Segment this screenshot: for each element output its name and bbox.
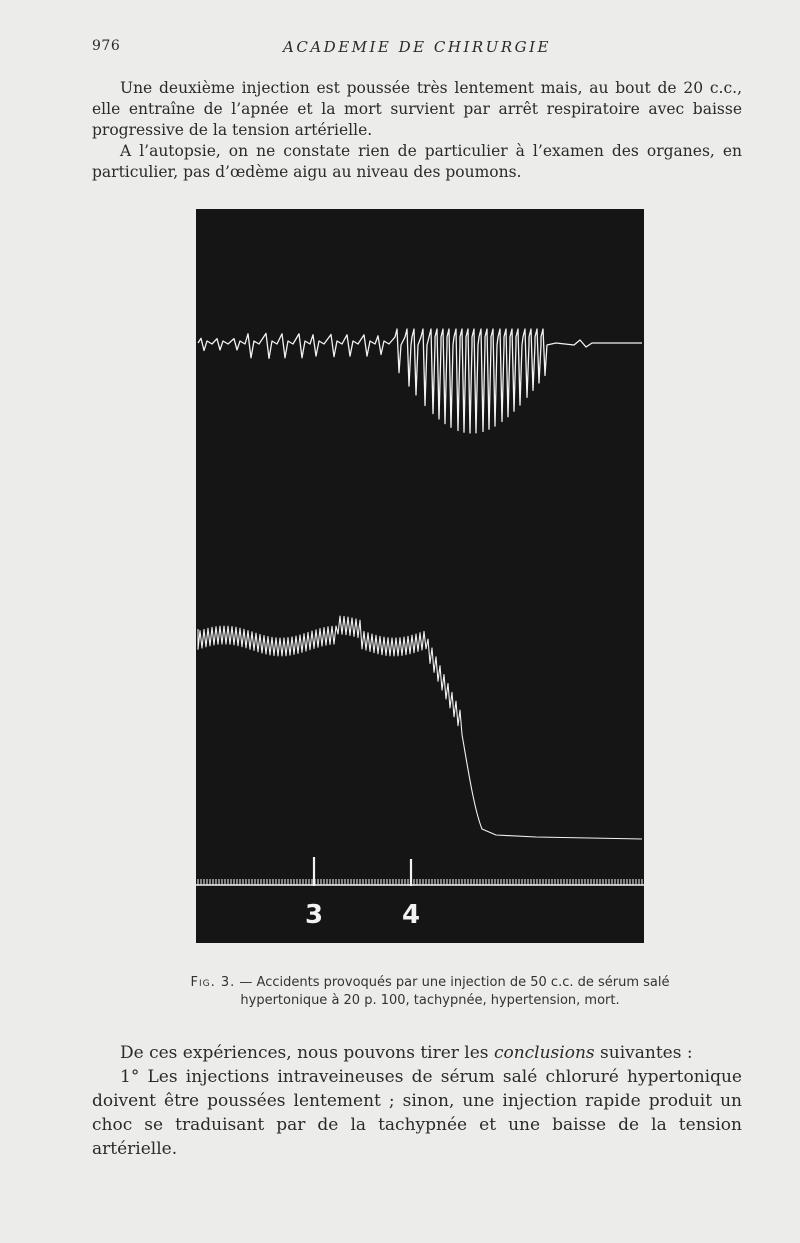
journal-title: ACADEMIE DE CHIRURGIE bbox=[283, 38, 551, 56]
conclusions-lead-after: suivantes : bbox=[594, 1043, 693, 1063]
blood-pressure-trace bbox=[198, 616, 642, 839]
marker-label-4: 4 bbox=[401, 900, 421, 930]
running-head bbox=[92, 38, 742, 60]
kymograph-tracing bbox=[196, 209, 644, 943]
conclusions-text bbox=[92, 1041, 742, 1161]
caption-text: — Accidents provoqués par une injection de 50 c.c. de sérum salé hypertonique à 20 p. 100, tachypnée, hypertension, mort. bbox=[235, 975, 670, 1008]
conclusions-lead bbox=[92, 1041, 742, 1065]
figure-caption bbox=[170, 974, 690, 1010]
intro-paragraph-2: A l’autopsie, on ne constate rien de particulier à l’examen des organes, en particulier, pas d’œdème aigu au niveau des poumons. bbox=[92, 142, 742, 181]
time-scale-ticks bbox=[198, 879, 642, 885]
respiration-trace bbox=[198, 329, 642, 433]
page-number: 976 bbox=[92, 38, 121, 54]
kymograph-figure bbox=[196, 209, 644, 943]
conclusions-emphasis: conclusions bbox=[493, 1043, 595, 1063]
conclusion-point-1: 1° Les injections intraveineuses de sérum salé chloruré hypertonique doivent être poussées lentement ; sinon, une injection rapide produit un choc se traduisant par de la tachypnée et une baisse de la tension artérielle. bbox=[92, 1067, 742, 1159]
conclusions-lead-before: De ces expériences, nous pouvons tirer les bbox=[120, 1043, 494, 1063]
figure-label: Fig. 3. bbox=[190, 975, 236, 990]
intro-paragraph-1: Une deuxième injection est poussée très lentement mais, au bout de 20 c.c., elle entraîne de l’apnée et la mort survient par arrêt respiratoire avec baisse progressive de la tension artérielle. bbox=[92, 79, 742, 139]
intro-text bbox=[92, 78, 742, 183]
marker-label-3: 3 bbox=[304, 900, 324, 930]
